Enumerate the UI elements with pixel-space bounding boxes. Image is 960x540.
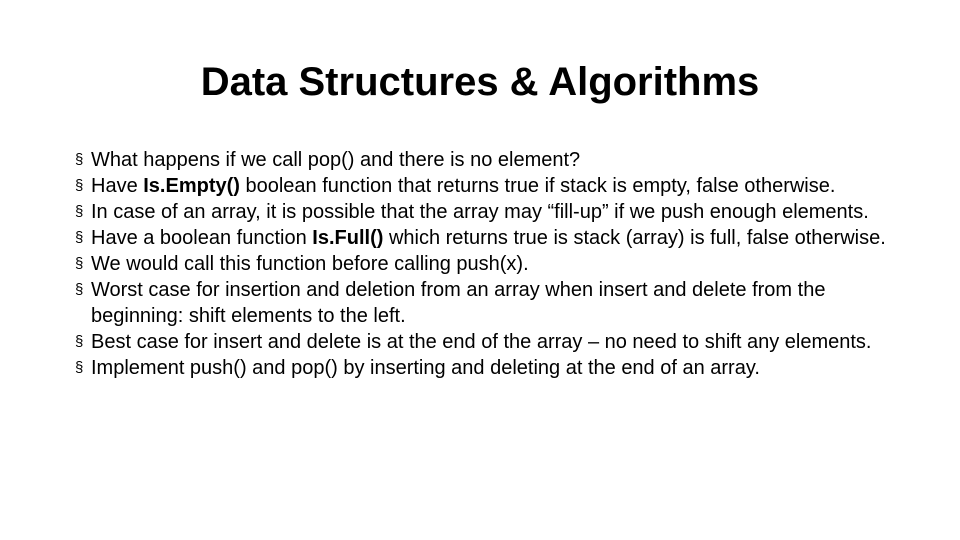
bullet-marker-icon: § [75, 359, 84, 376]
bullet-item [74, 173, 904, 199]
bullet-marker-icon: § [75, 177, 84, 194]
bullet-item [74, 251, 904, 277]
bullet-text: What happens if we call pop() and there is no element? [91, 149, 581, 171]
bullet-text: Have [91, 175, 144, 197]
bullet-item [74, 355, 904, 381]
bullet-text: Worst case for insertion and deletion from an array when insert and delete from the beginning: shift elements to the left. [91, 279, 826, 327]
bullet-marker-icon: § [75, 333, 84, 350]
bullet-text: Have a boolean function [91, 227, 313, 249]
bullet-marker-icon: § [75, 151, 84, 168]
bullet-text-continued: boolean function that returns true if stack is empty, false otherwise. [239, 175, 836, 197]
slide-title: Data Structures & Algorithms [200, 60, 760, 104]
bullet-item [74, 277, 904, 329]
bullet-text: Best case for insert and delete is at the end of the array – no need to shift any elements. [91, 331, 872, 353]
bullet-marker-icon: § [75, 229, 84, 246]
bullet-list [74, 147, 904, 381]
bullet-marker-icon: § [75, 203, 84, 220]
bullet-text: Implement push() and pop() by inserting and deleting at the end of an array. [91, 357, 760, 379]
bullet-item [74, 147, 904, 173]
bullet-text: In case of an array, it is possible that the array may “fill-up” if we push enough elements. [91, 201, 869, 223]
bullet-text: We would call this function before calling push(x). [91, 253, 529, 275]
bullet-marker-icon: § [75, 281, 84, 298]
bullet-item [74, 329, 904, 355]
bullet-item [74, 225, 904, 251]
bullet-bold-text: Is.Full() [312, 227, 384, 249]
bullet-marker-icon: § [75, 255, 84, 272]
bullet-text-continued: which returns true is stack (array) is full, false otherwise. [383, 227, 886, 249]
bullet-bold-text: Is.Empty() [143, 175, 240, 197]
bullet-item [74, 199, 904, 225]
